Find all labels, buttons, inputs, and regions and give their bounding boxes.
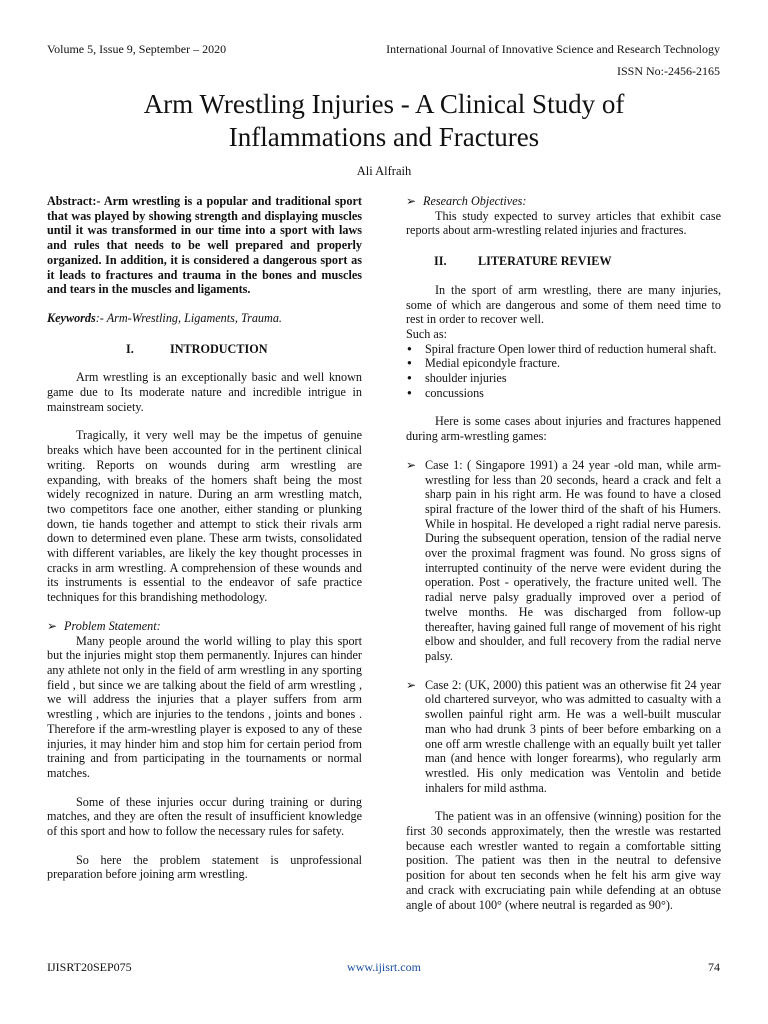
list-item: ● Spiral fracture Open lower third of reduction humeral shaft. xyxy=(406,342,721,357)
intro-title: INTRODUCTION xyxy=(170,341,268,356)
literature-heading xyxy=(406,254,721,269)
volume-info: Volume 5, Issue 9, September – 2020 xyxy=(47,42,227,56)
issn: ISSN No:-2456-2165 xyxy=(616,64,720,78)
left-column xyxy=(47,194,362,882)
keywords-text: :- Arm-Wrestling, Ligaments, Trauma. xyxy=(95,310,282,325)
list-item: ● shoulder injuries xyxy=(406,371,721,386)
journal-name: International Journal of Innovative Science and Research Technology xyxy=(386,42,720,56)
arrow-icon: ➢ xyxy=(406,194,417,208)
case-1-text: Case 1: ( Singapore 1991) a 24 year -old man, while arm-wrestling for less than 20 seconds, heard a crack and felt a sharp pain in his right arm. He was found to have a closed spiral fracture of the lower third of the shaft of his Humers. While in hospital. He developed a right radial nerve paresis. During the subsequent operation, tension of the radial nerve over the proximal fragment was found. No gross signs of interrupted continuity of the nerve were evident during the operation. Post - operatively, the fracture united well. The radial nerve palsy gradually improved over a period of twelve months. He was discharged from follow-up thereafter, having gained full range of movement of his right elbow and shoulder, and full recovery from the radial nerve palsy. xyxy=(425,457,721,663)
abstract: Abstract:- Arm wrestling is a popular and traditional sport that was played by showing strength and displaying muscles until it was transformed in our time into a sport with laws and rules that needs to be well prepared and properly organized. In addition, it is considered a dangerous sport as it leads to fractures and trauma in the bones and muscles and tears in the muscles and ligaments. xyxy=(47,194,362,297)
intro-paragraph-1: Arm wrestling is an exceptionally basic and well known game due to Its moderate nature and incredible intrigue in mainstream society. xyxy=(47,370,362,414)
objectives-paragraph: This study expected to survey articles that exhibit case reports about arm-wrestling related injuries and fractures. xyxy=(406,208,721,238)
paper-title xyxy=(60,88,708,154)
literature-paragraph-2: Here is some cases about injuries and fractures happened during arm-wrestling games: xyxy=(406,414,721,444)
keywords xyxy=(47,311,362,326)
literature-paragraph-3: The patient was in an offensive (winning) position for the first 30 seconds approximately, then the wrestle was restarted because each wrestler wanted to regain a comfortable sitting position. The patient was then in the neutral to defensive position for about ten seconds when he felt his arm give way and crack with excruciating pain while defending at an obtuse angle of about 100° (where neutral is regarded as 90°). xyxy=(406,809,721,912)
paper-code: IJISRT20SEP075 xyxy=(47,960,132,974)
literature-paragraph-1: In the sport of arm wrestling, there are many injuries, some of which are dangerous and some of them need time to rest in order to recover well. xyxy=(406,282,721,327)
injury-list xyxy=(406,342,721,401)
objectives-heading-text: Research Objectives: xyxy=(423,194,527,208)
literature-number: II. xyxy=(434,254,447,269)
case-2 xyxy=(406,678,721,796)
title-line-2: Inflammations and Fractures xyxy=(228,122,540,152)
arrow-icon: ➢ xyxy=(406,677,417,692)
intro-heading xyxy=(47,342,362,357)
intro-number: I. xyxy=(126,341,134,356)
author: Ali Alfraih xyxy=(356,164,412,178)
title-line-1: Arm Wrestling Injuries - A Clinical Study of xyxy=(143,89,625,119)
problem-paragraph-1: Many people around the world willing to play this sport but the injuries might stop them permanently. Injures can hinder any athlete not only in the field of arm wrestling in any sporting field , but since we are talking about the field of arm wrestling , we will address the injuries that a player suffers from arm wrestling , which are injuries to the tendons , joints and bones . Therefore if the arm-wrestling player is exposed to any of these injuries, it may hinder him and stop him for certain period from training and from participating in the tournaments or normal matches. xyxy=(47,633,362,780)
arrow-icon: ➢ xyxy=(406,457,417,472)
problem-heading xyxy=(47,619,362,634)
problem-heading-text: Problem Statement: xyxy=(64,618,161,633)
case-1 xyxy=(406,458,721,664)
objectives-heading xyxy=(406,194,721,209)
problem-paragraph-2: Some of these injuries occur during training or during matches, and they are often the result of insufficient knowledge of this sport and how to follow the necessary rules for safety. xyxy=(47,794,362,839)
case-2-text: Case 2: (UK, 2000) this patient was an otherwise fit 24 year old chartered surveyor, who was admitted to casualty with a swollen painful right arm. He was a well-built muscular man who had drunk 3 pints of beer before embarking on a one off arm wrestle challenge with an equally built yet taller man (and hence with longer forearms), who regularly arm wrestled. His only medication was Ventolin and betide inhalers for mild asthma. xyxy=(425,677,721,795)
list-item: ● Medial epicondyle fracture. xyxy=(406,356,721,371)
problem-paragraph-3: So here the problem statement is unprofessional preparation before joining arm wrestling. xyxy=(47,852,362,882)
journal-url[interactable]: www.ijisrt.com xyxy=(347,960,421,974)
literature-title: LITERATURE REVIEW xyxy=(478,254,612,269)
keywords-label: Keywords xyxy=(47,310,96,325)
page-number: 74 xyxy=(708,960,720,974)
intro-paragraph-2: Tragically, it very well may be the impetus of genuine breaks which have been accounted for in the pertinent clinical writing. Reports on wounds during arm wrestling are expanding, with breaks of the homers shaft being the most widely recognized in nature. During an arm wrestling match, two competitors face one another, either standing or plunking down, tie hands together and attempt to stick their rivals arm down to determined even plane. These arm twists, consolidated with different variables, are likely the key thought processes in cracks in arm wrestling. A comprehension of these wounds and its instruments is essential to the endeavor of safe practice techniques for this brandishing methodology. xyxy=(47,428,362,605)
list-item: ● concussions xyxy=(406,386,721,401)
arrow-icon: ➢ xyxy=(47,618,58,633)
such-as-label: Such as: xyxy=(406,326,447,341)
right-column xyxy=(406,194,721,912)
